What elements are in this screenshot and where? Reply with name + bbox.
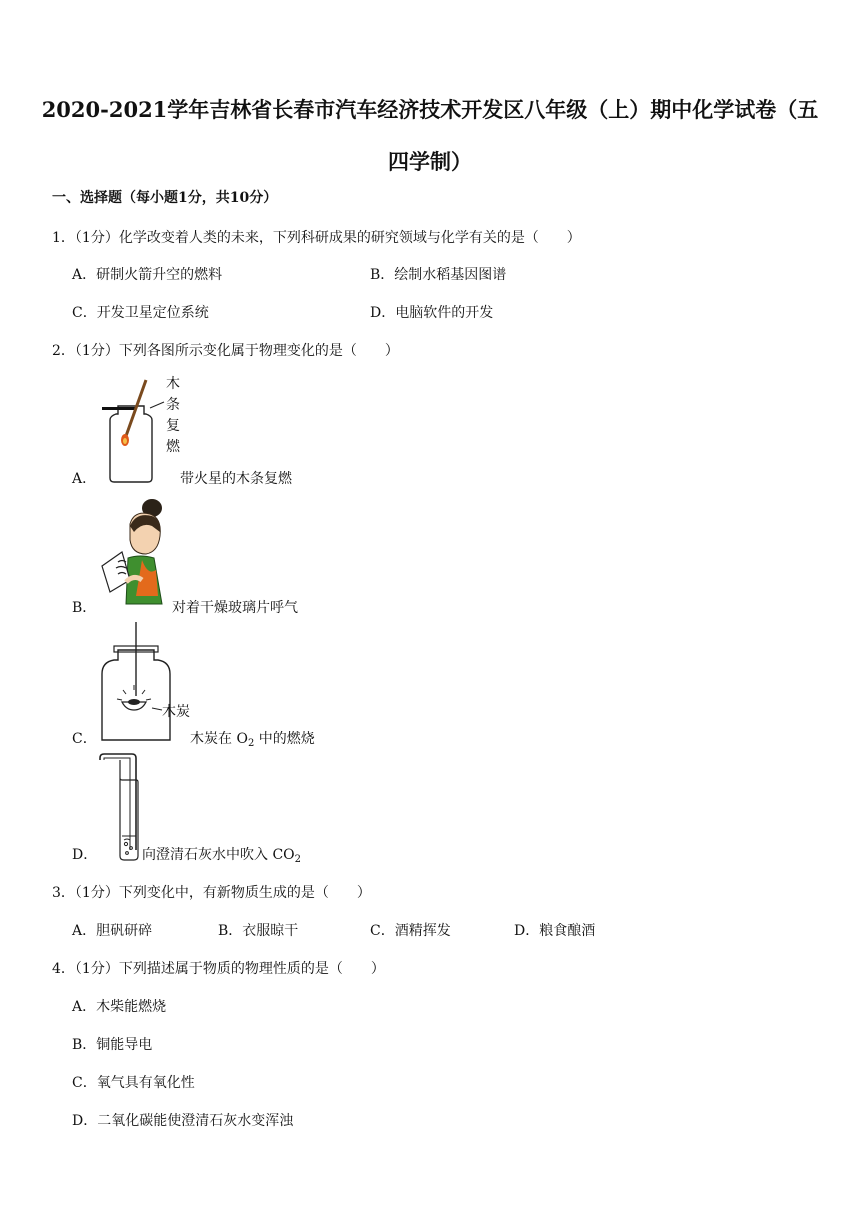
- q2-option-b-letter: B．: [72, 600, 97, 616]
- q3-option-d: D．粮食酿酒: [514, 923, 596, 939]
- q2-option-c-letter: C．: [72, 731, 97, 747]
- charcoal-label: 木炭: [162, 704, 190, 720]
- charcoal-burning-bottle-figure: [96, 618, 200, 744]
- question-1-stem: 1．（1分）化学改变着人类的未来，下列科研成果的研究领域与化学有关的是（ ）: [52, 230, 581, 246]
- q4-option-c: C．氧气具有氧化性: [72, 1075, 195, 1091]
- q4-option-b: B．铜能导电: [72, 1037, 153, 1053]
- q2-option-d-letter: D．: [72, 847, 98, 863]
- q1-option-d: D．电脑软件的开发: [370, 305, 494, 321]
- q3-option-a: A．胆矾研碎: [72, 923, 153, 939]
- section-heading: 一、选择题（每小题1分，共10分）: [52, 190, 278, 206]
- q3-option-c: C．酒精挥发: [370, 923, 451, 939]
- figure-label-3: 复: [166, 418, 180, 434]
- limewater-tube-figure: [96, 752, 146, 862]
- figure-label-2: 条: [166, 397, 180, 413]
- question-2-stem: 2．（1分）下列各图所示变化属于物理变化的是（ ）: [52, 343, 399, 359]
- q2-option-d-caption: 向澄清石灰水中吹入 $CO_2$: [142, 847, 302, 865]
- q2-option-a-caption: 带火星的木条复燃: [180, 471, 292, 487]
- q2-option-a-letter: A．: [72, 471, 97, 487]
- figure-label-4: 燃: [166, 439, 180, 455]
- q1-option-a: A．研制火箭升空的燃料: [72, 267, 223, 283]
- girl-breathing-on-glass-figure: [96, 496, 170, 612]
- question-4-stem: 4．（1分）下列描述属于物质的物理性质的是（ ）: [52, 961, 385, 977]
- q1-option-b: B．绘制水稻基因图谱: [370, 267, 507, 283]
- q2-option-b-caption: 对着干燥玻璃片呼气: [172, 600, 298, 616]
- q4-option-a: A．木柴能燃烧: [72, 999, 167, 1015]
- q3-option-b: B．衣服晾干: [218, 923, 299, 939]
- page-title: 2020-2021学年吉林省长春市汽车经济技术开发区八年级（上）期中化学试卷（五四学制）: [41, 97, 819, 174]
- q1-option-c: C．开发卫星定位系统: [72, 305, 209, 321]
- q4-option-d: D．二氧化碳能使澄清石灰水变浑浊: [72, 1113, 294, 1129]
- figure-label-1: 木: [166, 376, 180, 392]
- question-3-stem: 3．（1分）下列变化中，有新物质生成的是（ ）: [52, 885, 371, 901]
- q2-option-c-caption: 木炭在 $O_2$ 中的燃烧: [190, 731, 315, 749]
